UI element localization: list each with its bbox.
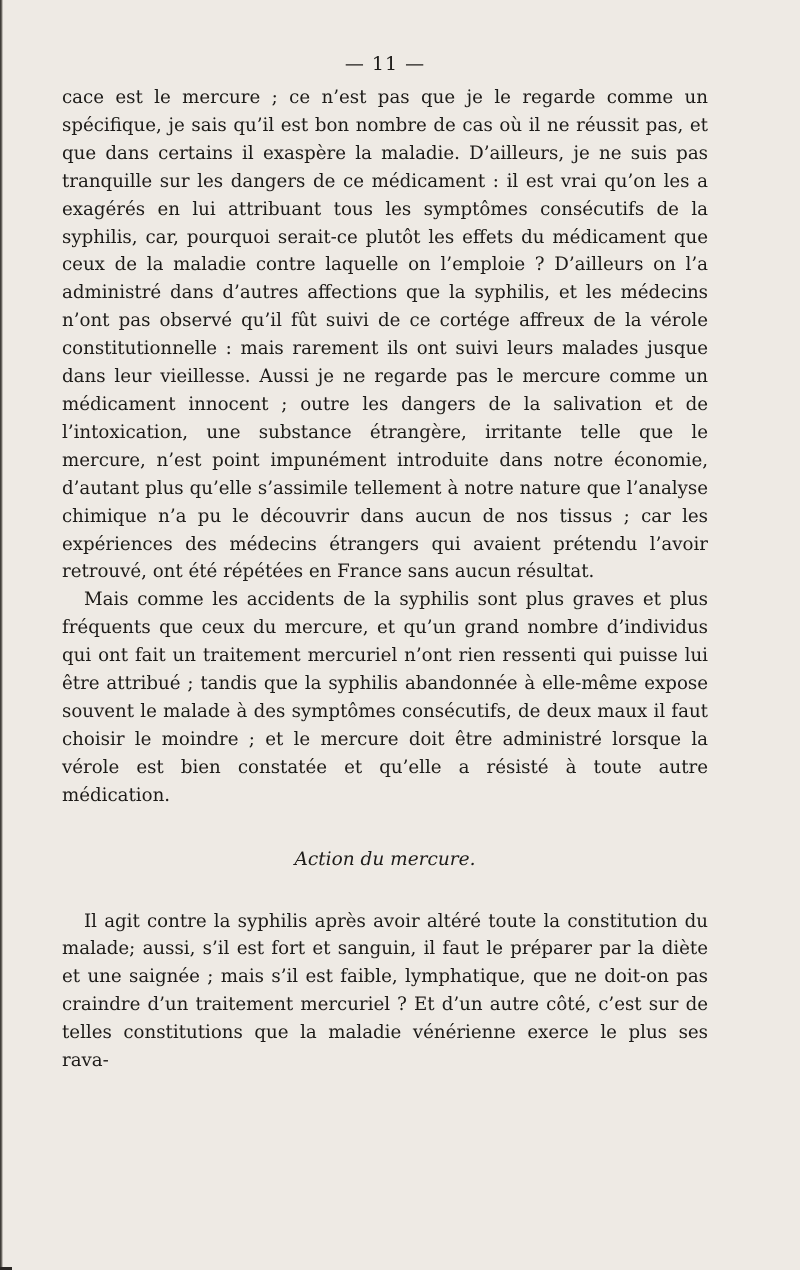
page-number: — 11 — (344, 53, 426, 75)
section-heading: Action du mercure. (294, 848, 476, 870)
body-paragraph-3: Il agit contre la syphilis après avoir altéré toute la constitution du malade; aussi, s’il est fort et sanguin, il faut le préparer par la diète et une saignée ; mais s’il est faible, lymphatique, que ne doit-on pas craindre d’un traitement mercuriel ? Et d’un autre côté, c’est sur de telles constitutions que la maladie vénérienne exerce le plus ses rava- (62, 910, 708, 1072)
page-edge (0, 0, 3, 1270)
document-page (62, 52, 708, 1075)
body-paragraph-2: Mais comme les accidents de la syphilis sont plus graves et plus fréquents que ceux du mercure, et qu’un grand nombre d’individus qui ont fait un traitement mercuriel n’ont rien ressenti qui puisse lui être attribué ; tandis que la syphilis abandonnée à elle-même expose souvent le malade à des symptômes consécutifs, de deux maux il faut choisir le moindre ; et le mercure doit être administré lorsque la vérole est bien constatée et qu’elle a résisté à toute autre médication. (62, 589, 708, 806)
body-paragraph-1: cace est le mercure ; ce n’est pas que je le regarde comme un spécifique, je sais qu’il est bon nombre de cas où il ne réussit pas, et que dans certains il exaspère la maladie. D’ailleurs, je ne suis pas tranquille sur les dangers de ce médicament : il est vrai qu’on les a exagérés en lui attribuant tous les symptômes consécutifs de la syphilis, car, pourquoi serait-ce plutôt les effets du médicament que ceux de la maladie contre laquelle on l’emploie ? D’ailleurs on l’a administré dans d’autres affections que la syphilis, et les médecins n’ont pas observé qu’il fût suivi de ce cortége affreux de la vérole constitutionnelle : mais rarement ils ont suivi leurs malades jusque dans leur vieillesse. Aussi je ne regarde pas le mercure comme un médicament innocent ; outre les dangers de la salivation et de l’intoxication, une substance étrangère, irritante telle que le mercure, n’est point impunément introduite dans notre économie, d’autant plus qu’elle s’assimile tellement à notre nature que l’analyse chimique n’a pu le découvrir dans aucun de nos tissus ; car les expériences des médecins étrangers qui avaient prétendu l’avoir retrouvé, ont été répétées en France sans aucun résultat. (62, 87, 708, 583)
